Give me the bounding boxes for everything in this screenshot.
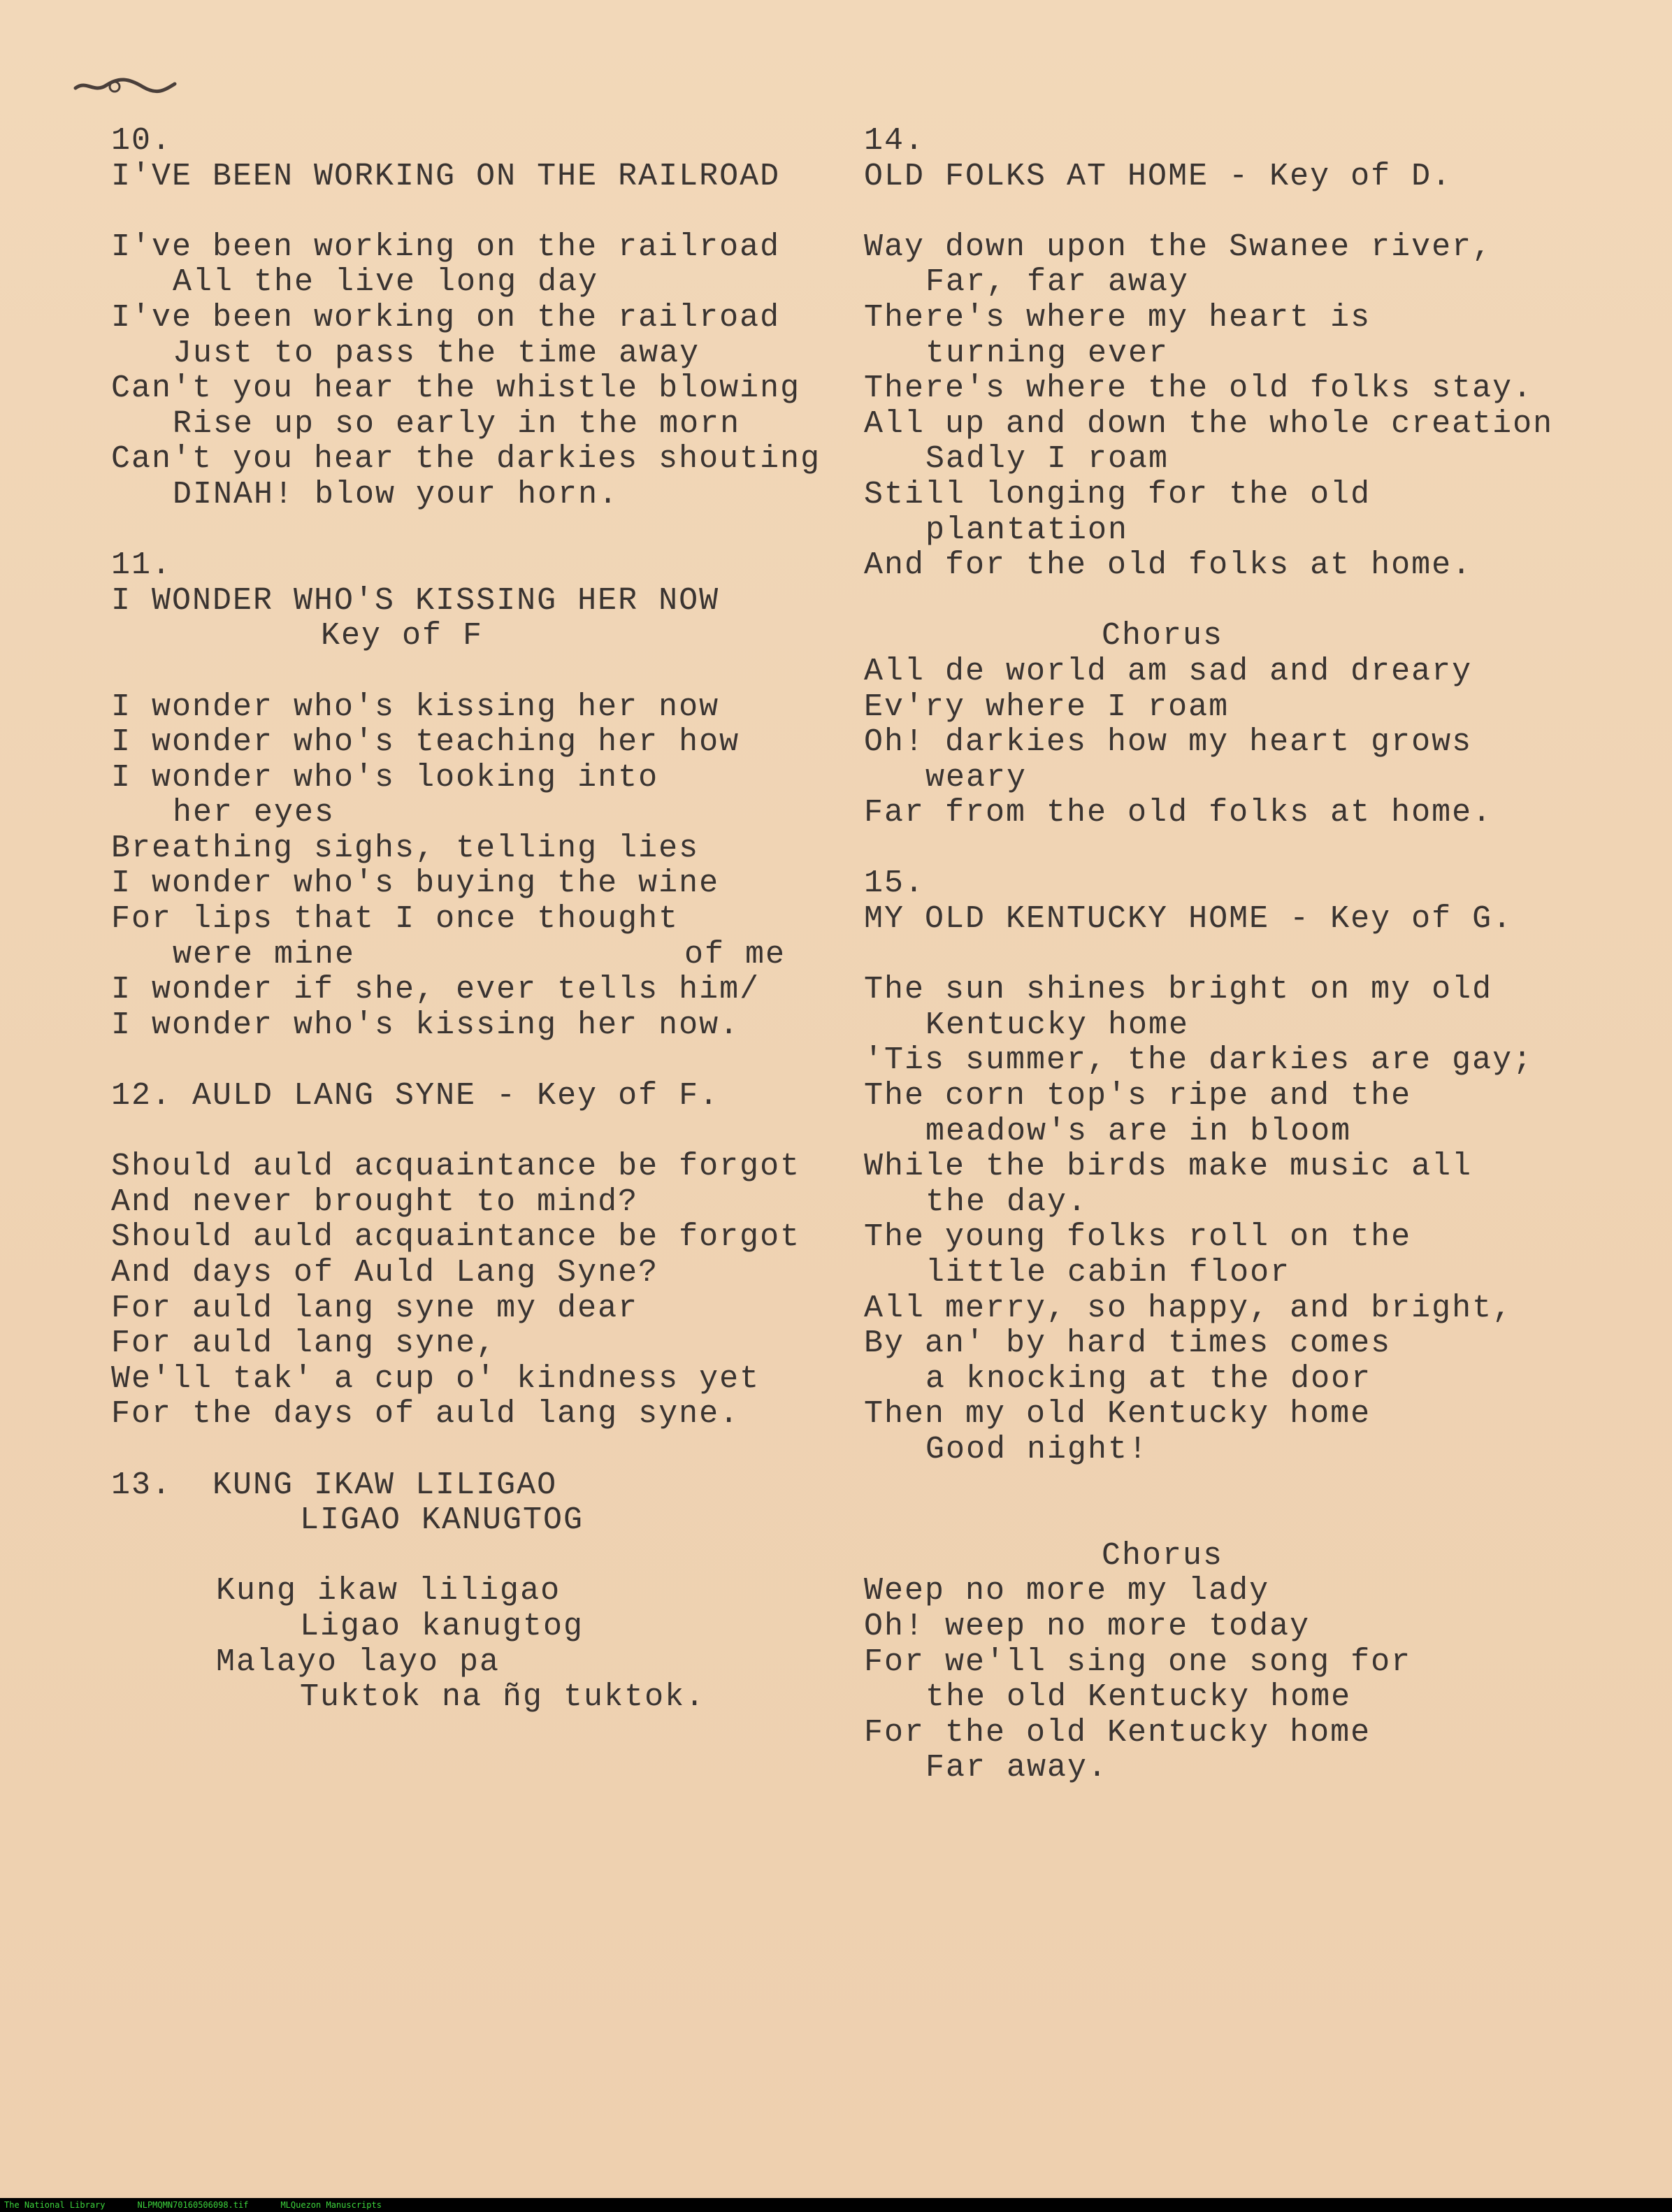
lyric-line: Ev'ry where I roam (864, 689, 1230, 725)
lyric-line: All up and down the whole creation (864, 405, 1554, 442)
lyric-line: I'VE BEEN WORKING ON THE RAILROAD (111, 158, 781, 194)
lyric-line: Tuktok na ñg tuktok. (300, 1679, 706, 1716)
ink-smudge-mark (73, 74, 178, 99)
lyric-line: Chorus (1102, 618, 1224, 654)
lyric-line: All merry, so happy, and bright, (864, 1290, 1513, 1326)
song-section-s10 (111, 124, 821, 513)
lyric-line: I've been working on the railroad (111, 299, 781, 336)
lyric-line: turning ever (925, 335, 1169, 371)
lyric-line: I wonder who's buying the wine (111, 866, 720, 902)
blank-line (864, 1468, 1553, 1504)
lyric-line: Kentucky home (925, 1007, 1190, 1043)
lyric-line: Then my old Kentucky home (864, 1396, 1371, 1432)
lyric-line: The sun shines bright on my old (864, 972, 1493, 1008)
lyric-line: Breathing sighs, telling lies (111, 830, 700, 866)
lyric-line: Far from the old folks at home. (864, 795, 1493, 831)
footer-filename: NLPMQMN70160506098.tif (137, 2200, 249, 2210)
blank-line (111, 1539, 821, 1574)
lyric-line: little cabin floor (925, 1255, 1291, 1291)
margin-annotation: of me (684, 936, 786, 972)
blank-line (111, 513, 821, 549)
lyric-line: And for the old folks at home. (864, 547, 1473, 584)
lyric-line: Oh! darkies how my heart grows (864, 724, 1473, 761)
lyric-line: There's where my heart is (864, 299, 1371, 336)
lyric-line: were mine of me (173, 936, 786, 972)
lyric-line: While the birds make music all (864, 1149, 1473, 1185)
lyric-line: Rise up so early in the morn (173, 405, 741, 442)
lyric-line: the day. (925, 1184, 1088, 1220)
blank-line (111, 1432, 821, 1468)
song-section-s15 (864, 831, 1553, 1786)
lyric-line: Should auld acquaintance be forgot (111, 1149, 801, 1185)
lyric-line: For auld lang syne, (111, 1326, 497, 1362)
lyric-line: The corn top's ripe and the (864, 1078, 1412, 1114)
footer-collection: MLQuezon Manuscripts (280, 2200, 382, 2210)
blank-line (111, 194, 821, 230)
lyric-line: For the old Kentucky home (864, 1714, 1371, 1751)
lyric-line: Way down upon the Swanee river, (864, 229, 1493, 265)
lyric-line: 14. (864, 123, 925, 159)
song-section-s14 (864, 124, 1553, 831)
lyric-line: We'll tak' a cup o' kindness yet (111, 1360, 761, 1397)
lyric-line: OLD FOLKS AT HOME - Key of D. (864, 158, 1453, 194)
blank-line (111, 1043, 821, 1079)
lyric-line: MY OLD KENTUCKY HOME - Key of G. (864, 901, 1513, 938)
lyric-line: I wonder who's looking into (111, 759, 659, 796)
scan-footer-bar (0, 2198, 1672, 2212)
lyric-line: By an' by hard times comes (864, 1326, 1392, 1362)
lyric-line: The young folks roll on the (864, 1219, 1412, 1256)
blank-line (864, 831, 1553, 867)
lyric-line: 10. (111, 123, 173, 159)
lyric-line: 'Tis summer, the darkies are gay; (864, 1042, 1534, 1079)
lyric-line: Chorus (1102, 1537, 1224, 1574)
lyric-line: Can't you hear the whistle blowing (111, 371, 801, 407)
lyric-line: Good night! (925, 1431, 1149, 1467)
lyric-line: Weep no more my lady (864, 1573, 1270, 1609)
lyric-line: 11. (111, 547, 173, 584)
lyric-line: And days of Auld Lang Syne? (111, 1255, 659, 1291)
lyric-line: Kung ikaw liligao (216, 1573, 561, 1609)
song-section-s13 (111, 1432, 821, 1716)
lyric-line: DINAH! blow your horn. (173, 476, 619, 512)
lyric-line: Malayo layo pa (216, 1644, 500, 1680)
lyric-line: 15. (864, 866, 925, 902)
blank-line (864, 584, 1553, 619)
lyric-line: LIGAO KANUGTOG (300, 1502, 584, 1539)
footer-library: The National Library (4, 2200, 106, 2210)
lyric-line: For lips that I once thought (111, 901, 679, 938)
lyric-line: For we'll sing one song for (864, 1644, 1412, 1680)
left-column (111, 124, 821, 1716)
lyric-line: Ligao kanugtog (300, 1608, 584, 1644)
lyric-line: All de world am sad and dreary (864, 653, 1473, 689)
lyric-line: Still longing for the old (864, 476, 1371, 512)
lyric-line: I wonder who's teaching her how (111, 724, 740, 761)
lyric-line: And never brought to mind? (111, 1184, 639, 1220)
lyric-line: 13. KUNG IKAW LILIGAO (111, 1467, 558, 1503)
lyric-line: a knocking at the door (925, 1360, 1372, 1397)
blank-line (864, 194, 1553, 230)
lyric-line: For auld lang syne my dear (111, 1290, 639, 1326)
lyric-line: Sadly I roam (925, 441, 1169, 477)
lyric-line: Can't you hear the darkies shouting (111, 441, 821, 477)
blank-line (864, 1503, 1553, 1539)
song-section-s12 (111, 1043, 821, 1432)
right-column (864, 124, 1553, 1786)
lyric-line: All the live long day (173, 264, 599, 301)
lyric-line: I wonder who's kissing her now (111, 689, 720, 725)
lyric-line: her eyes (173, 795, 336, 831)
blank-line (111, 654, 821, 690)
lyric-line: meadow's are in bloom (925, 1113, 1352, 1149)
lyric-line: the old Kentucky home (925, 1679, 1352, 1716)
lyric-line: For the days of auld lang syne. (111, 1396, 740, 1432)
lyric-line: Just to pass the time away (173, 335, 700, 371)
lyric-line: Key of F (321, 618, 484, 654)
song-section-s11 (111, 513, 821, 1044)
blank-line (864, 938, 1553, 973)
lyric-line: Oh! weep no more today (864, 1608, 1311, 1644)
lyric-line: weary (925, 759, 1028, 796)
lyric-line: I've been working on the railroad (111, 229, 781, 265)
lyric-line: Far away. (925, 1750, 1109, 1786)
lyric-line: 12. AULD LANG SYNE - Key of F. (111, 1078, 720, 1114)
blank-line (111, 1114, 821, 1150)
lyric-line: I wonder who's kissing her now. (111, 1007, 740, 1043)
lyric-line: plantation (925, 512, 1129, 548)
lyric-line: I WONDER WHO'S KISSING HER NOW (111, 582, 720, 619)
lyric-line: There's where the old folks stay. (864, 371, 1534, 407)
lyric-line: Should auld acquaintance be forgot (111, 1219, 801, 1256)
lyric-line: Far, far away (925, 264, 1190, 301)
lyric-line: I wonder if she, ever tells him/ (111, 972, 761, 1008)
